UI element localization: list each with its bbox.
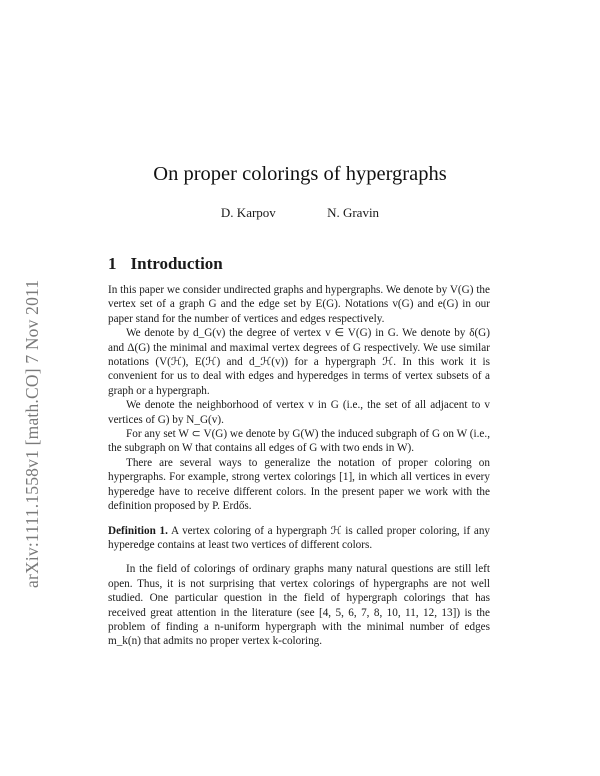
definition-label: Definition 1. — [108, 524, 168, 537]
paragraph: For any set W ⊂ V(G) we denote by G(W) the induced subgraph of G on W (i.e., the subgraph on W that contains all edges of G with two ends in W). — [108, 428, 490, 455]
author-name: N. Gravin — [327, 205, 380, 220]
arxiv-identifier: arXiv:1111.1558v1 [math.CO] 7 Nov 2011 — [22, 279, 42, 588]
paragraph: There are several ways to generalize the notation of proper coloring on hypergraphs. For example, strong vertex colorings [1], in which all vertices in every hyperedge have to receive different colors. In the present paper we work with the definition proposed by P. Erdős. — [108, 456, 490, 513]
section-title: Introduction — [130, 254, 223, 273]
body-text — [108, 283, 490, 649]
paragraph: In the field of colorings of ordinary graphs many natural questions are still left open. Thus, it is not surprising that vertex colorings of hypergraphs are not well studied. One particular question in the field of hypergraph colorings that has received great attention in the literature (see [4, 5, 6, 7, 8, 10, 11, 12, 13]) is the problem of finding a n-uniform hypergraph with the minimal number of edges m_k(n) that admits no proper vertex k-coloring. — [108, 563, 490, 648]
paragraph: In this paper we consider undirected graphs and hypergraphs. We denote by V(G) the vertex set of a graph G and the edge set by E(G). Notations v(G) and e(G) in our paper stand for the number of vertices and edges respectively. — [108, 284, 490, 325]
author-name: D. Karpov — [220, 205, 276, 220]
paragraph: We denote the neighborhood of vertex v in G (i.e., the set of all adjacent to v vertices of G) by N_G(v). — [108, 399, 490, 426]
definition-block — [108, 524, 490, 553]
author-list — [0, 205, 600, 221]
section-heading — [108, 254, 223, 274]
paragraph: We denote by d_G(v) the degree of vertex v ∈ V(G) in G. We denote by δ(G) and Δ(G) the minimal and maximal vertex degrees of G respectively. We use similar notations (V(ℋ), E(ℋ) and d_ℋ(v)) for a hypergraph ℋ. In this work it is convenient for us to deal with edges and hyperedges in terms of vertex subsets of a graph or a hypergraph. — [108, 327, 490, 397]
paper-title: On proper colorings of hypergraphs — [153, 163, 447, 185]
definition-text: A vertex coloring of a hypergraph ℋ is called proper coloring, if any hyperedge contains at least two vertices of different colors. — [108, 524, 491, 551]
section-number: 1 — [108, 254, 117, 273]
